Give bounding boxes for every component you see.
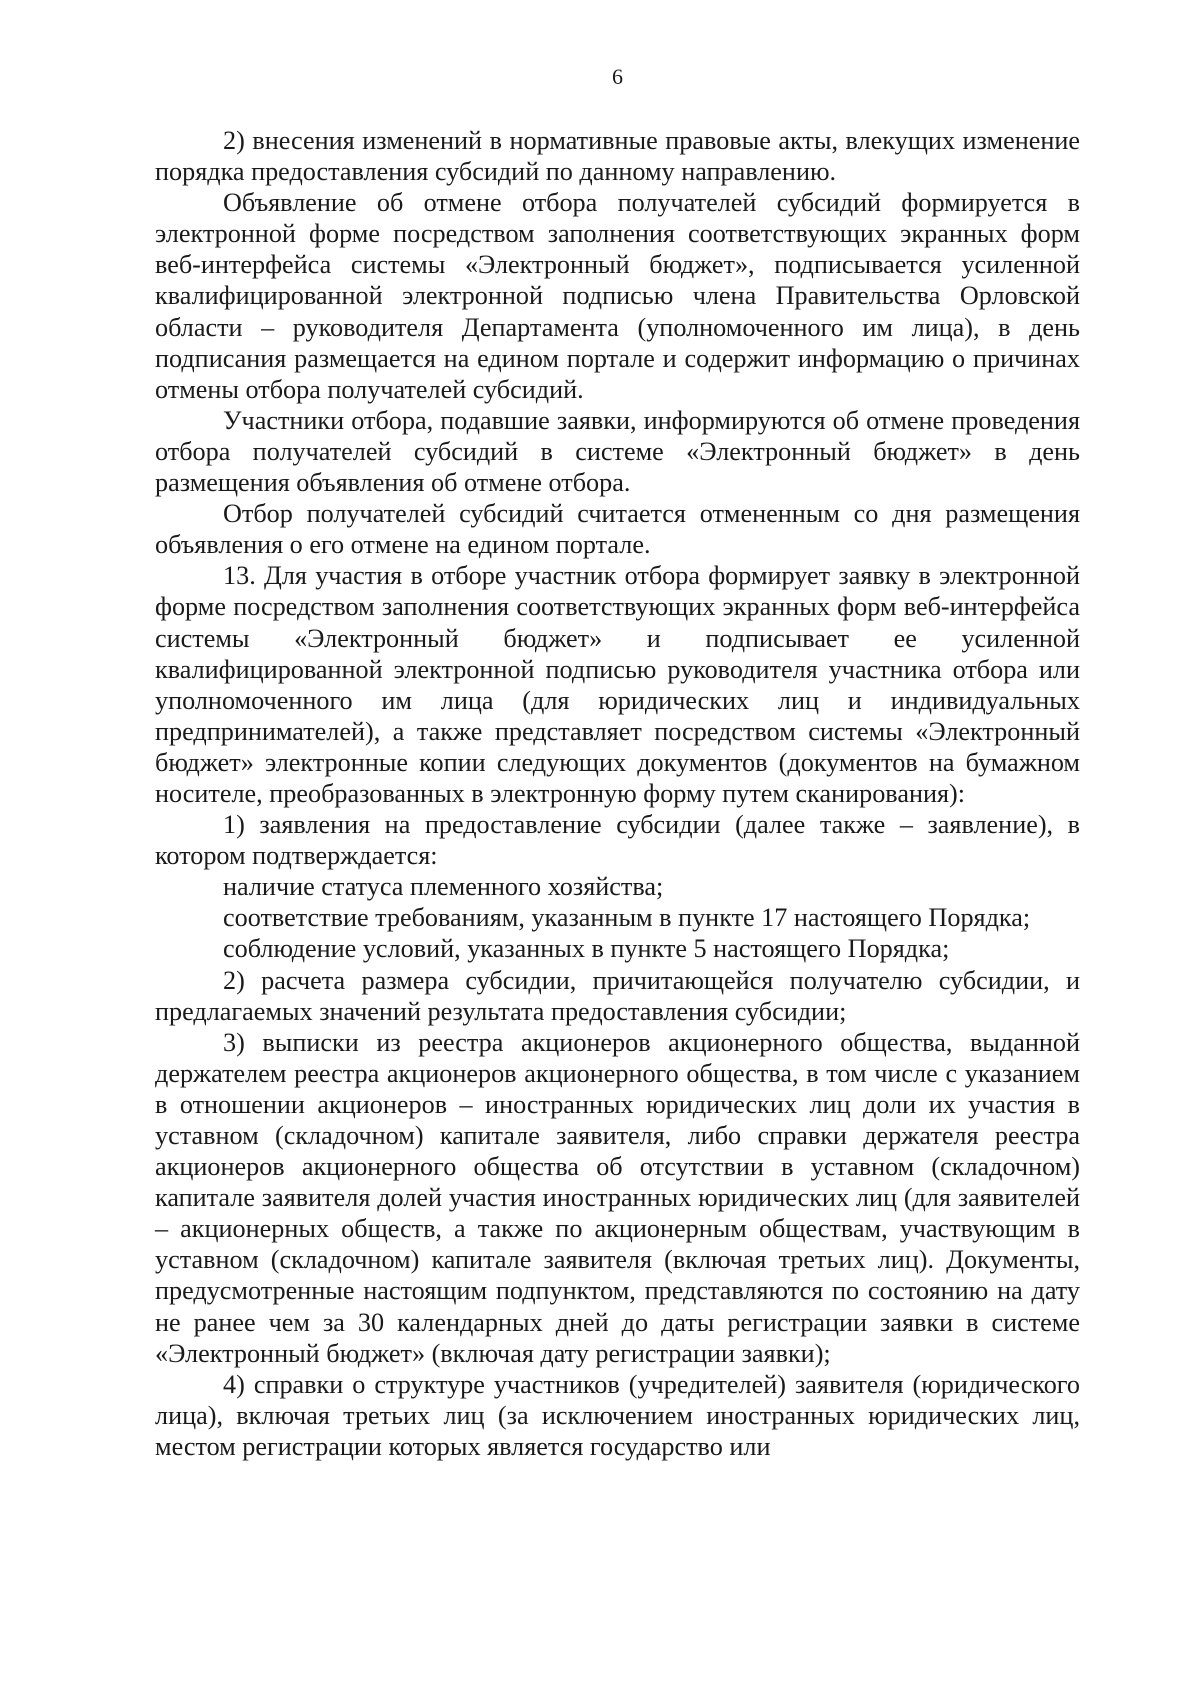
paragraph-breeding-status: наличие статуса племенного хозяйства;	[223, 872, 664, 902]
paragraph-requirements-compliance: соответствие требованиям, указанным в пункте 17 настоящего Порядка;	[223, 903, 1031, 933]
paragraph-subitem-1-application: 1) заявления на предоставление субсидии (далее также – заявление), в котором подтверждается:	[155, 810, 1080, 871]
document-body	[155, 125, 1080, 1462]
paragraph-subitem-3-register-extract: 3) выписки из реестра акционеров акционерного общества, выданной держателем реестра акционеров акционерного общества, в том числе с указанием в отношении акционеров – иностранных юридических лиц доли их участия в уставном (складочном) капитале заявителя, либо справки держателя реестра акционеров акционерного общества об отсутствии в уставном (складочном) капитале заявителя долей участия иностранных юридических лиц (для заявителей – акционерных обществ, а также по акционерным обществам, участвующим в уставном (складочном) капитале заявителя (включая третьих лиц). Документы, предусмотренные настоящим подпунктом, представляются по состоянию на дату не ранее чем за 30 календарных дней до даты регистрации заявки в системе «Электронный бюджет» (включая дату регистрации заявки);	[155, 1027, 1080, 1368]
paragraph-selection-cancelled: Отбор получателей субсидий считается отмененным со дня размещения объявления о его отмене на едином портале.	[155, 499, 1080, 560]
paragraph-subitem-2-calculation: 2) расчета размера субсидии, причитающейся получателю субсидии, и предлагаемых значений результата предоставления субсидии;	[155, 965, 1080, 1026]
paragraph-conditions-compliance: соблюдение условий, указанных в пункте 5 настоящего Порядка;	[223, 934, 950, 964]
paragraph-cancellation-announcement: Объявление об отмене отбора получателей субсидий формируется в электронной форме посредством заполнения соответствующих экранных форм веб-интерфейса системы «Электронный бюджет», подписывается усиленной квалифицированной электронной подписью члена Правительства Орловской области – руководителя Департамента (уполномоченного им лица), в день подписания размещается на едином портале и содержит информацию о причинах отмены отбора получателей субсидий.	[155, 188, 1080, 404]
paragraph-item-13: 13. Для участия в отборе участник отбора формирует заявку в электронной форме посредством заполнения соответствующих экранных форм веб-интерфейса системы «Электронный бюджет» и подписывает ее усиленной квалифицированной электронной подписью руководителя участника отбора или уполномоченного им лица (для юридических лиц и индивидуальных предпринимателей), а также представляет посредством системы «Электронный бюджет» электронные копии следующих документов (документов на бумажном носителе, преобразованных в электронную форму путем сканирования):	[155, 561, 1080, 808]
paragraph-participants-informed: Участники отбора, подавшие заявки, информируются об отмене проведения отбора получателей субсидий в системе «Электронный бюджет» в день размещения объявления об отмене отбора.	[155, 405, 1080, 498]
paragraph-subitem-2-amendments: 2) внесения изменений в нормативные правовые акты, влекущих изменение порядка предоставления субсидий по данному направлению.	[155, 126, 1080, 187]
paragraph-subitem-4-structure-certificate: 4) справки о структуре участников (учредителей) заявителя (юридического лица), включая третьих лиц (за исключением иностранных юридических лиц, местом регистрации которых является государство или	[155, 1369, 1080, 1461]
page-number: 6	[612, 64, 623, 89]
document-page	[155, 0, 1082, 1696]
